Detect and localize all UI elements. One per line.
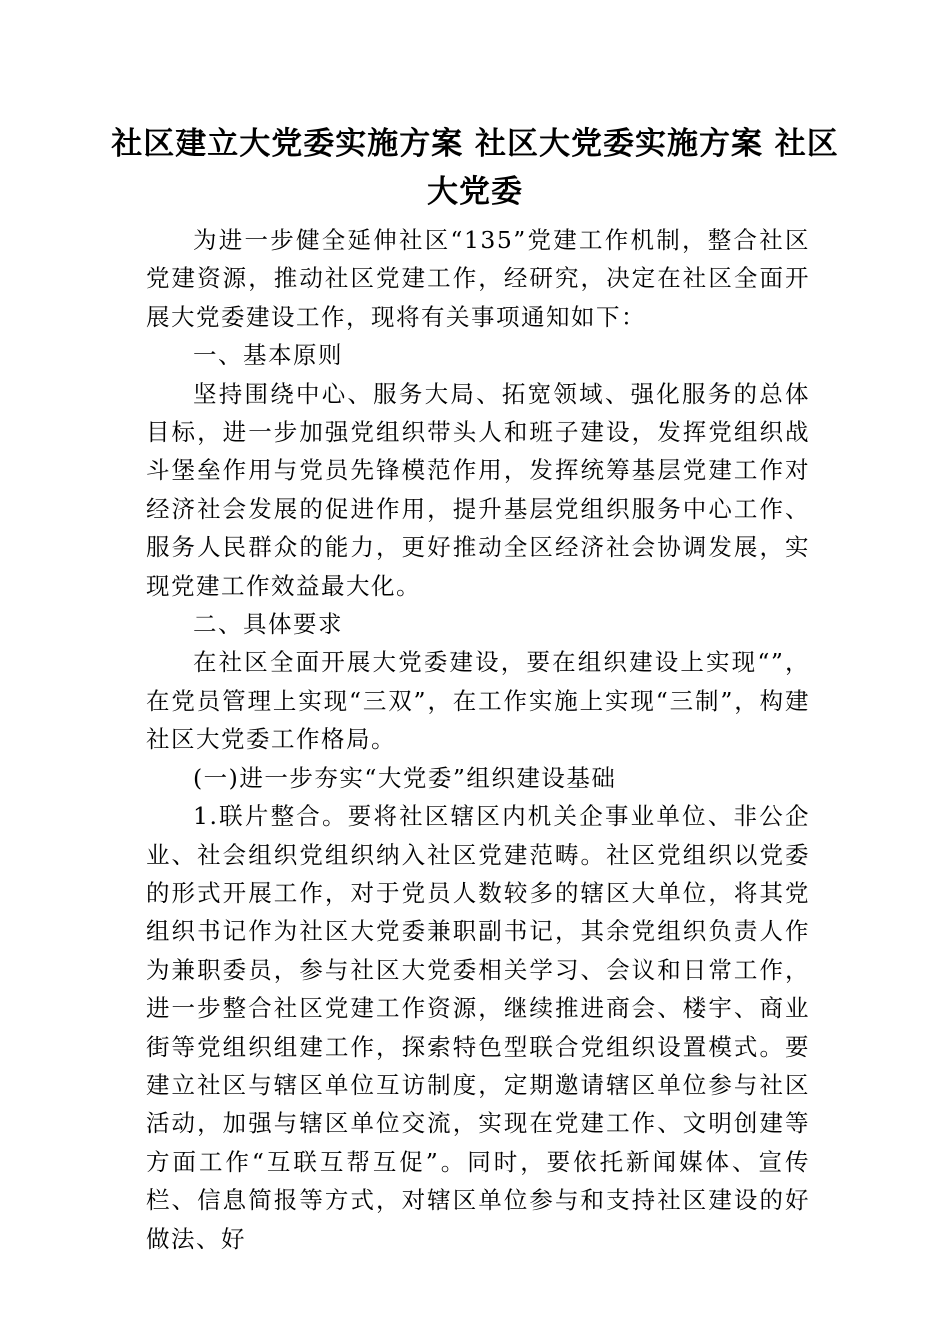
intro-paragraph: 为进一步健全延伸社区“135”党建工作机制，整合社区党建资源，推动社区党建工作，经研究，决定在社区全面开展大党委建设工作，现将有关事项通知如下： [146,226,810,331]
item-paragraph-integration: 1.联片整合。要将社区辖区内机关企事业单位、非公企业、社会组织党组织纳入社区党建范畴。社区党组织以党委的形式开展工作，对于党员人数较多的辖区大单位，将其党组织书记作为社区大党委兼职副书记，其余党组织负责人作为兼职委员，参与社区大党委相关学习、会议和日常工作，进一步整合社区党建工作资源，继续推进商会、楼宇、商业街等党组织组建工作，探索特色型联合党组织设置模式。要建立社区与辖区单位互访制度，定期邀请辖区单位参与社区活动，加强与辖区单位交流，实现在党建工作、文明创建等方面工作“互联互帮互促”。同时，要依托新闻媒体、宣传栏、信息简报等方式，对辖区单位参与和支持社区建设的好做法、好 [146,802,810,1253]
principles-paragraph: 坚持围绕中心、服务大局、拓宽领域、强化服务的总体目标，进一步加强党组织带头人和班子建设，发挥党组织战斗堡垒作用与党员先锋模范作用，发挥统筹基层党建工作对经济社会发展的促进作用，提升基层党组织服务中心工作、服务人民群众的能力，更好推动全区经济社会协调发展，实现党建工作效益最大化。 [146,379,810,600]
section-heading-principles: 一、基本原则 [193,341,343,370]
document-title: 社区建立大党委实施方案 社区大党委实施方案 社区大党委 [111,126,839,210]
subsection-heading-foundation: (一)进一步夯实“大党委”组织建设基础 [193,763,617,792]
document-body [146,221,810,1258]
section-heading-requirements: 二、具体要求 [193,610,343,639]
requirements-paragraph: 在社区全面开展大党委建设，要在组织建设上实现“”，在党员管理上实现“三双”，在工作实施上实现“三制”，构建社区大党委工作格局。 [146,648,810,754]
